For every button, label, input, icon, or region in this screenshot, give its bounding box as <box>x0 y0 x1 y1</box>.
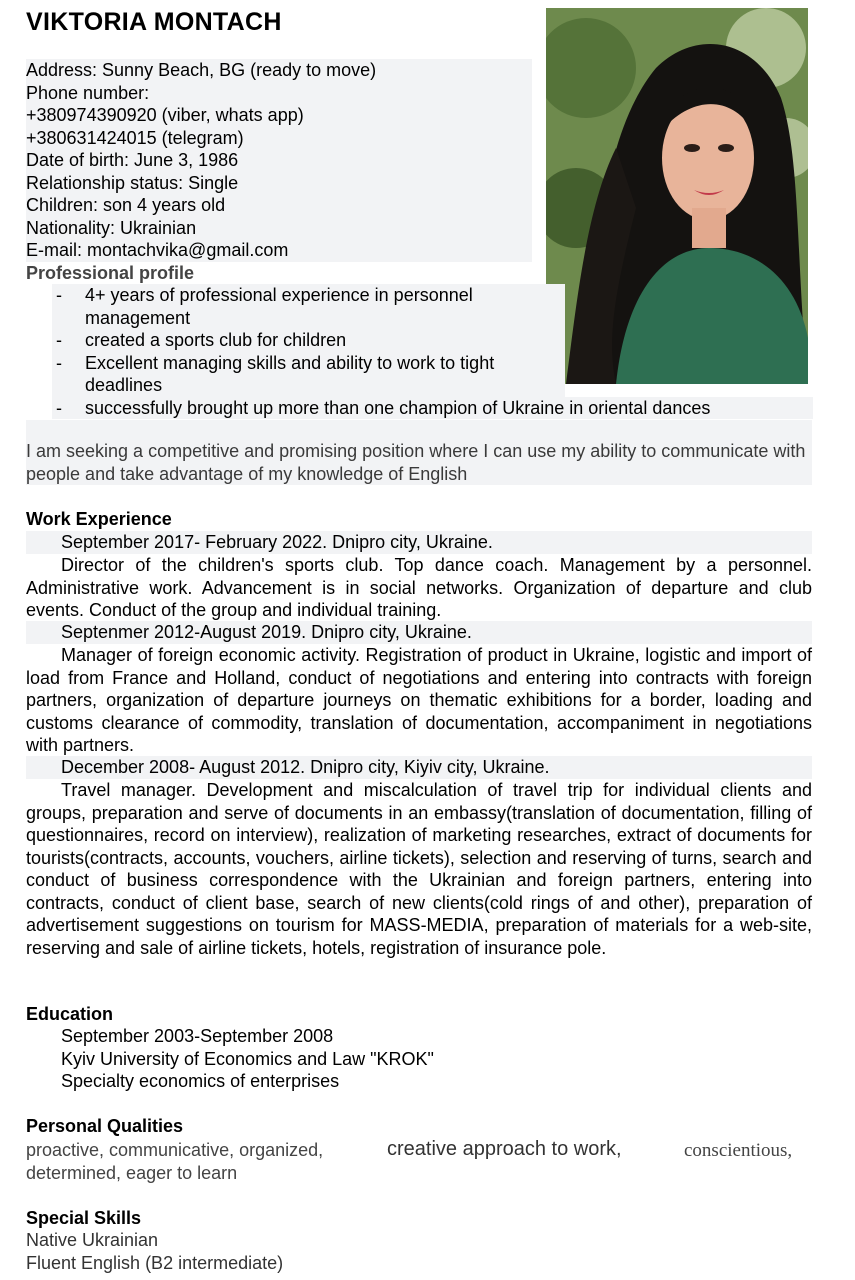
skill-english: Fluent English (B2 intermediate) <box>26 1252 284 1273</box>
qualities-part-4: determined, eager to learn <box>26 1163 238 1183</box>
work-experience-heading: Work Experience <box>26 509 172 529</box>
list-item <box>52 329 565 352</box>
dash-marker: - <box>56 330 62 350</box>
skills-list <box>26 1229 283 1274</box>
children: Children: son 4 years old <box>26 195 226 215</box>
list-item <box>52 397 813 420</box>
job-description: Travel manager. Development and miscalculation of travel trip for individual clients and groups, preparation and serve of documents in an embassy(translation of documentation, filling of questionnaires, record on interview), realization of marketing researches, extract of documents for tourists(contracts, accounts, vouchers, airline tickets), selection and reserving of turns, search and conduct of business correspondence with the Ukrainian and foreign partners, entering into contracts, conduct of client base, search of new clients(cold rings of and other), preparation of advertisement suggestions on tourism for MASS-MEDIA, preparation of materials for a web-site, reserving and sale of airline tickets, hotels, registration of insurance pole. <box>26 780 812 958</box>
list-item-text: Excellent managing skills and ability to work to tight deadlines <box>85 352 495 395</box>
job-period: Septenmer 2012-August 2019. Dnipro city, Ukraine. <box>26 621 812 644</box>
job-description: Director of the children's sports club. Top dance coach. Management by a personnel. Administrative work. Advancement is in social networks. Organization of departure and club events. Conduct of the group and individual training. <box>26 555 812 620</box>
objective-statement: I am seeking a competitive and promising position where I can use my ability to communicate with people and take advantage of my knowledge of English <box>26 420 812 485</box>
date-of-birth: Date of birth: June 3, 1986 <box>26 150 239 170</box>
list-item-text: created a sports club for children <box>85 330 347 350</box>
list-item-text: successfully brought up more than one champion of Ukraine in oriental dances <box>85 397 711 418</box>
dash-marker: - <box>56 285 62 305</box>
email[interactable]: E-mail: montachvika@gmail.com <box>26 240 289 260</box>
list-item <box>52 284 565 329</box>
nationality: Nationality: Ukrainian <box>26 217 197 238</box>
qualities-part-3: conscientious, <box>684 1140 793 1161</box>
phone-viber: +380974390920 (viber, whats app) <box>26 105 304 125</box>
phone-telegram: +380631424015 (telegram) <box>26 127 244 148</box>
address: Address: Sunny Beach, BG (ready to move) <box>26 60 377 80</box>
education-specialty: Specialty economics of enterprises <box>61 1071 340 1091</box>
list-item <box>52 352 565 397</box>
job-period: September 2017- February 2022. Dnipro city, Ukraine. <box>26 531 812 554</box>
profile-bullets <box>52 284 813 419</box>
education-heading: Education <box>26 1004 114 1024</box>
dash-marker: - <box>56 352 62 373</box>
qualities-part-2: creative approach to work, <box>387 1138 622 1160</box>
list-item-text: 4+ years of professional experience in personnel management <box>85 285 473 328</box>
job-description: Manager of foreign economic activity. Registration of product in Ukraine, logistic and import of load from France and Holland, conduct of negotiations and entering into contracts with foreign partners, organization of departure journeys on thematic exhibitions for a border, loading and customs clearance of commodity, translation of documentation, accompaniment in negotiations with partners. <box>26 645 812 755</box>
education-period: September 2003-September 2008 <box>61 1026 334 1046</box>
dash-marker: - <box>56 397 62 418</box>
relationship-status: Relationship status: Single <box>26 172 239 193</box>
special-skills-heading: Special Skills <box>26 1208 142 1228</box>
candidate-name: VIKTORIA MONTACH <box>26 8 282 36</box>
qualities-part-1: proactive, communicative, organized, <box>26 1140 324 1160</box>
phone-label: Phone number: <box>26 82 150 103</box>
personal-qualities-heading: Personal Qualities <box>26 1116 184 1136</box>
education-institution: Kyiv University of Economics and Law "KROK" <box>61 1049 434 1069</box>
job-period: December 2008- August 2012. Dnipro city, Kiyiv city, Ukraine. <box>26 756 812 779</box>
professional-profile-heading: Professional profile <box>26 263 195 283</box>
skill-native-language: Native Ukrainian <box>26 1230 159 1250</box>
contact-block <box>26 59 532 262</box>
